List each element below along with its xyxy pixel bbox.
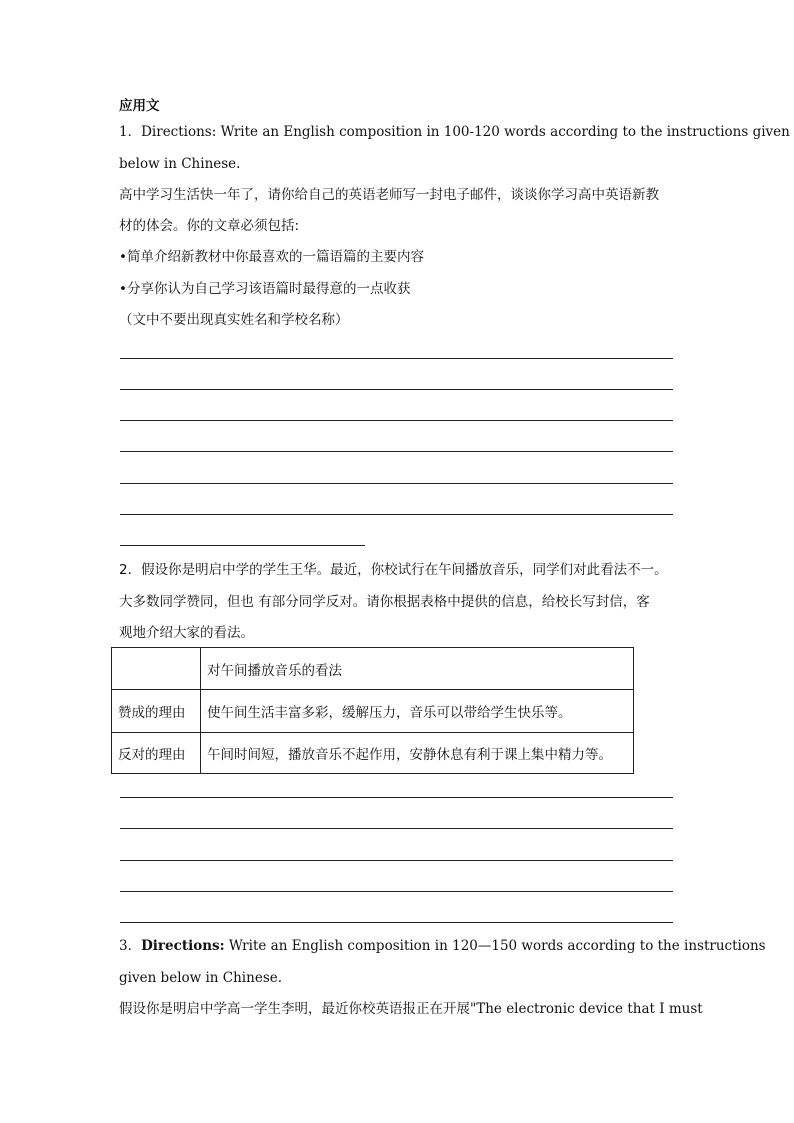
- q1-directions-line2: below in Chinese.: [119, 156, 241, 172]
- answer-line: [120, 514, 673, 515]
- answer-line: [120, 420, 673, 421]
- q3-english-fragment: "The electronic device that I must: [470, 1001, 703, 1017]
- table-header: 对午间播放音乐的看法: [201, 648, 634, 690]
- row-label-support: 赞成的理由: [112, 690, 201, 733]
- q2-line3: 观地介绍大家的看法。: [119, 625, 254, 641]
- answer-line: [120, 828, 673, 829]
- q3-chinese-line1: [119, 1000, 703, 1018]
- q1-number: 1．: [119, 124, 142, 140]
- row-content-oppose: 午间时间短，播放音乐不起作用，安静休息有利于课上集中精力等。: [201, 733, 634, 774]
- answer-line: [120, 483, 673, 484]
- answer-line-short: [120, 545, 365, 546]
- answer-line: [120, 891, 673, 892]
- table-header-blank: [112, 648, 201, 690]
- q3-chinese-text: 假设你是明启中学高一学生李明，最近你校英语报正在开展: [119, 1001, 470, 1017]
- q3-directions-label: Directions:: [141, 938, 225, 954]
- answer-line: [120, 922, 673, 923]
- opinion-table: [111, 647, 634, 774]
- q1-bullet1: •简单介绍新教材中你最喜欢的一篇语篇的主要内容: [119, 249, 424, 265]
- answer-line: [120, 389, 673, 390]
- table-row: [112, 733, 634, 774]
- table-header-row: [112, 648, 634, 690]
- q1-directions-text: Directions: Write an English composition in 100-120 words according to the instructions given: [141, 124, 790, 140]
- q1-bullet2: •分享你认为自己学习该语篇时最得意的一点收获: [119, 281, 411, 297]
- q3-number: 3．: [119, 938, 142, 954]
- section-heading: 应用文: [119, 98, 160, 114]
- q3-directions-text: Write an English composition in 120—150 words according to the instructions: [224, 938, 766, 954]
- answer-line: [120, 860, 673, 861]
- q1-chinese-line2: 材的体会。你的文章必须包括:: [119, 218, 300, 234]
- answer-line: [120, 451, 673, 452]
- q2-line1: 2．假设你是明启中学的学生王华。最近，你校试行在午间播放音乐，同学们对此看法不一。: [119, 562, 668, 578]
- answer-line: [120, 797, 673, 798]
- q3-directions-line1: [119, 937, 766, 955]
- table-row: [112, 690, 634, 733]
- q3-directions-line2: given below in Chinese.: [119, 970, 283, 986]
- q1-chinese-line1: 高中学习生活快一年了，请你给自己的英语老师写一封电子邮件，谈谈你学习高中英语新教: [119, 187, 659, 203]
- row-label-oppose: 反对的理由: [112, 733, 201, 774]
- answer-line: [120, 358, 673, 359]
- q1-note: （文中不要出现真实姓名和学校名称）: [119, 312, 349, 328]
- q1-directions-line1: [119, 123, 790, 141]
- row-content-support: 使午间生活丰富多彩，缓解压力，音乐可以带给学生快乐等。: [201, 690, 634, 733]
- q2-line2: 大多数同学赞同，但也 有部分同学反对。请你根据表格中提供的信息，给校长写封信，客: [119, 594, 650, 610]
